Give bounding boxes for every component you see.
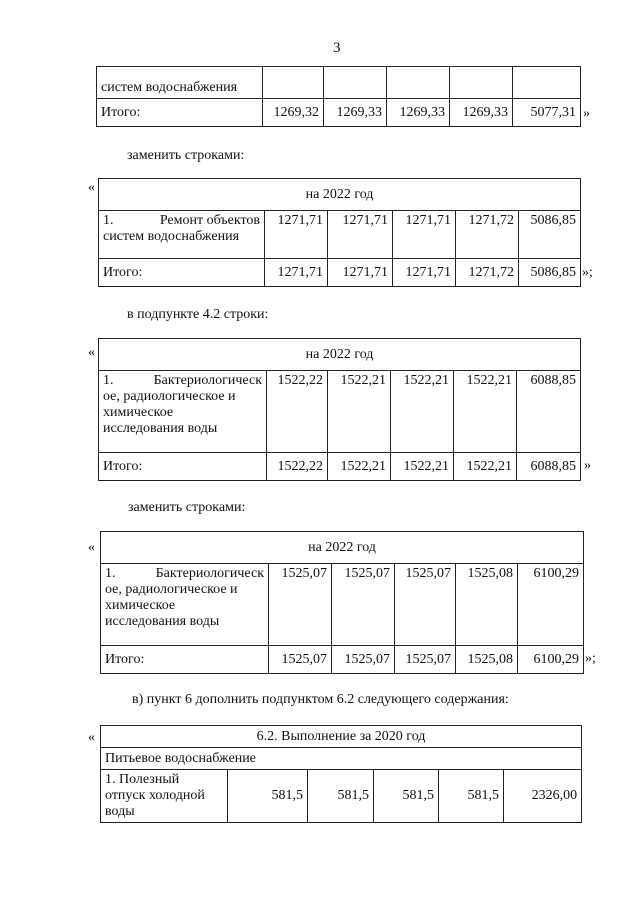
row-label (97, 67, 263, 99)
open-quote: « (88, 345, 95, 360)
row-label-text: систем водоснабжения (101, 80, 238, 95)
table-cell: 6100,29 (518, 564, 584, 646)
close-quote: »; (585, 651, 596, 666)
table-cell: 1271,71 (265, 211, 328, 259)
table-cell: 1271,72 (456, 211, 519, 259)
row-label-line: Бактериологическ (155, 566, 264, 581)
row-label-line: систем водоснабжения (103, 229, 240, 244)
table-cell (263, 67, 324, 99)
row-label (99, 371, 267, 453)
total-value: 1271,72 (456, 259, 519, 287)
paragraph-text: в подпункте 4.2 строки: (127, 307, 269, 322)
table-row (101, 564, 584, 646)
row-label-line: отпуск холодной (105, 788, 205, 803)
total-value: 1269,33 (450, 99, 513, 127)
paragraph-text: заменить строками: (128, 500, 246, 515)
table-section-row (101, 748, 582, 770)
table-row (99, 371, 581, 453)
table-2 (98, 178, 581, 287)
table-cell: 1522,21 (454, 371, 517, 453)
row-number: 1. (105, 566, 116, 581)
table-cell (324, 67, 387, 99)
table-3 (98, 338, 581, 481)
total-label: Итого: (101, 646, 269, 674)
table-cell: 581,5 (228, 770, 308, 823)
total-value: 1269,32 (263, 99, 324, 127)
close-quote: » (583, 106, 590, 121)
row-label-line: ое, радиологическое и (103, 389, 236, 404)
table-cell: 1522,21 (391, 371, 454, 453)
open-quote: « (88, 180, 95, 195)
row-label-line: Бактериологическ (153, 373, 262, 388)
row-number: 1. (103, 373, 114, 388)
total-value: 1269,33 (324, 99, 387, 127)
open-quote: « (88, 730, 95, 745)
section-label: Питьевое водоснабжение (101, 748, 582, 770)
table-cell (513, 67, 581, 99)
total-value: 1271,71 (265, 259, 328, 287)
row-label-line: воды (105, 804, 135, 819)
total-label: Итого: (99, 259, 265, 287)
total-value: 1271,71 (328, 259, 393, 287)
row-number: 1. (103, 213, 114, 228)
table-4 (100, 531, 584, 674)
table-cell: 1522,21 (328, 371, 391, 453)
paragraph-text: заменить строками: (127, 148, 245, 163)
total-value: 1525,08 (456, 646, 518, 674)
row-label-line: Ремонт объектов (159, 213, 260, 228)
table-title: на 2022 год (99, 339, 581, 371)
row-label-line: 1. Полезный (105, 772, 180, 787)
table-cell (387, 67, 450, 99)
row-label (101, 564, 269, 646)
table-cell: 5086,85 (519, 211, 581, 259)
table-cell: 1271,71 (393, 211, 456, 259)
table-cell: 1525,07 (395, 564, 456, 646)
table-row (97, 67, 581, 99)
total-value: 5086,85 (519, 259, 581, 287)
total-value: 1522,21 (454, 453, 517, 481)
total-value: 1522,21 (328, 453, 391, 481)
total-value: 1525,07 (332, 646, 395, 674)
table-title-row (101, 726, 582, 748)
table-title: на 2022 год (99, 179, 581, 211)
page-number: 3 (333, 40, 341, 56)
table-cell (450, 67, 513, 99)
row-label-line: химическое (103, 405, 174, 420)
table-title-row (99, 179, 581, 211)
table-title-row (99, 339, 581, 371)
table-cell: 581,5 (439, 770, 504, 823)
table-title: 6.2. Выполнение за 2020 год (101, 726, 582, 748)
table-cell: 581,5 (374, 770, 439, 823)
total-value: 6100,29 (518, 646, 584, 674)
row-label-line: исследования воды (103, 421, 218, 436)
row-label-line: исследования воды (105, 614, 220, 629)
table-title: на 2022 год (101, 532, 584, 564)
total-label: Итого: (99, 453, 267, 481)
total-label: Итого: (97, 99, 263, 127)
row-label-line: химическое (105, 598, 176, 613)
table-cell: 1525,07 (269, 564, 332, 646)
table-cell: 6088,85 (517, 371, 581, 453)
row-label-line: ое, радиологическое и (105, 582, 238, 597)
row-label (99, 211, 265, 259)
total-value: 1522,22 (267, 453, 328, 481)
table-row-total (97, 99, 581, 127)
table-cell: 581,5 (308, 770, 374, 823)
table-cell: 1525,07 (332, 564, 395, 646)
table-cell: 1525,08 (456, 564, 518, 646)
table-cell: 1271,71 (328, 211, 393, 259)
close-quote: »; (582, 265, 593, 280)
table-cell: 2326,00 (504, 770, 582, 823)
table-title-row (101, 532, 584, 564)
total-value: 6088,85 (517, 453, 581, 481)
total-value: 1522,21 (391, 453, 454, 481)
total-value: 1271,71 (393, 259, 456, 287)
table-1 (96, 66, 581, 127)
row-label (101, 770, 228, 823)
total-value: 1525,07 (269, 646, 332, 674)
total-value: 1269,33 (387, 99, 450, 127)
table-row-total (99, 453, 581, 481)
table-5 (100, 725, 582, 823)
table-row (101, 770, 582, 823)
paragraph-text: в) пункт 6 дополнить подпунктом 6.2 следующего содержания: (132, 692, 509, 707)
open-quote: « (88, 540, 95, 555)
table-cell: 1522,22 (267, 371, 328, 453)
table-row-total (101, 646, 584, 674)
close-quote: » (584, 458, 591, 473)
table-row-total (99, 259, 581, 287)
total-value: 5077,31 (513, 99, 581, 127)
total-value: 1525,07 (395, 646, 456, 674)
table-row (99, 211, 581, 259)
